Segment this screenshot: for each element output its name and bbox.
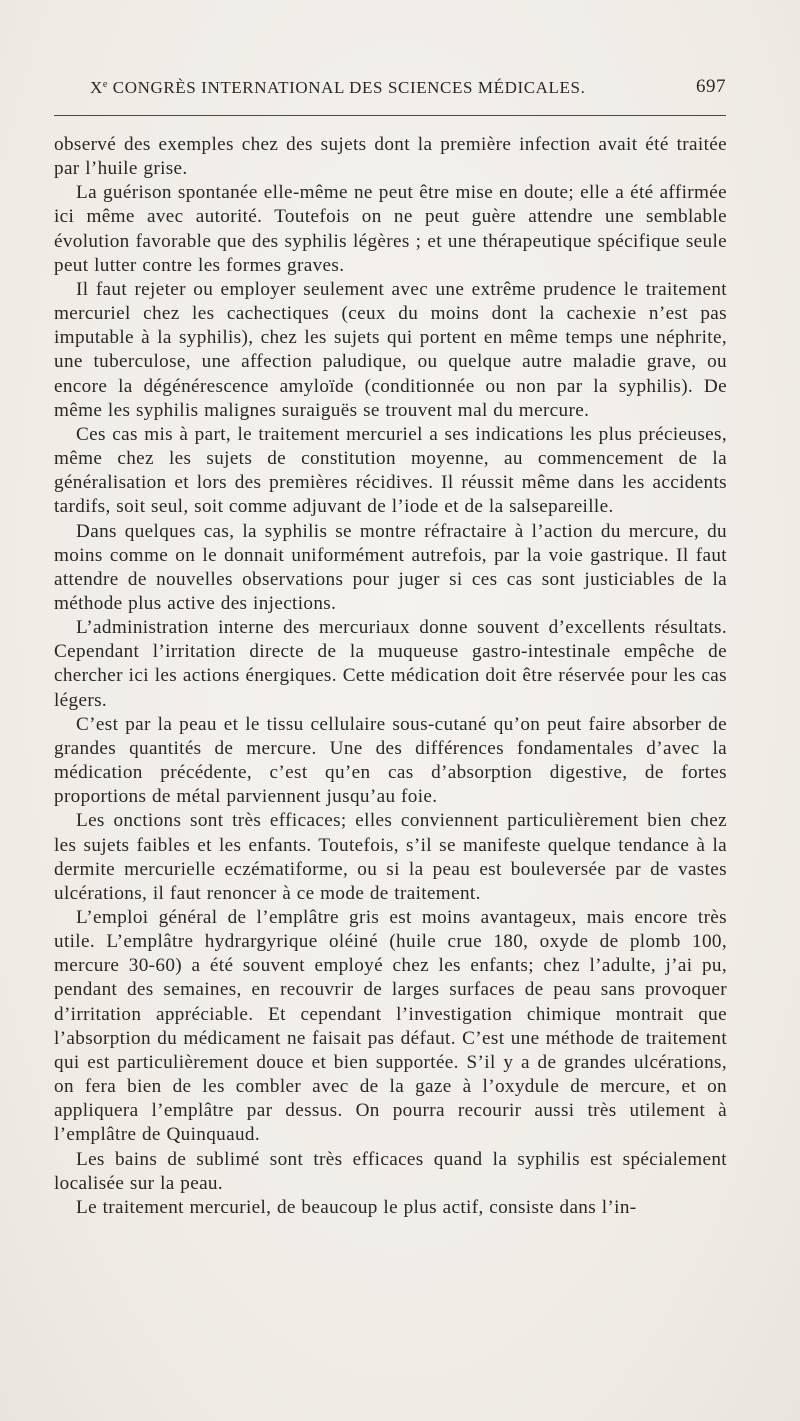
ordinal-superscript: e xyxy=(102,79,108,90)
header-rule xyxy=(54,115,726,116)
running-head xyxy=(54,78,726,104)
paragraph-continued: observé des exemples chez des sujets dont la première infection avait été traitée par l’huile grise. xyxy=(54,134,727,180)
congress-roman-numeral: X xyxy=(90,78,103,97)
paragraph: Les bains de sublimé sont très efficaces quand la syphilis est spécialement localisée sur la peau. xyxy=(54,1148,727,1194)
paragraph: Dans quelques cas, la syphilis se montre réfractaire à l’action du mercure, du moins comme on le donnait uniformément autrefois, par la voie gastrique. Il faut attendre de nouvelles observations pour juger si ces cas sont justiciables de la méthode plus active des injections. xyxy=(54,520,727,614)
paragraph: Il faut rejeter ou employer seulement avec une extrême prudence le traitement mercuriel chez les cachectiques (ceux du moins dont la cachexie n’est pas imputable à la syphilis), chez les sujets qui portent en même temps une néphrite, une tuberculose, une affection paludique, ou quelque autre maladie grave, ou encore la dégénérescence amyloïde (conditionnée ou non par la syphilis). De même les syphilis malignes suraiguës se trouvent mal du mercure. xyxy=(54,278,727,421)
running-head-text: CONGRÈS INTERNATIONAL DES SCIENCES MÉDICALES. xyxy=(107,78,586,97)
paragraph: C’est par la peau et le tissu cellulaire sous-cutané qu’on peut faire absorber de grandes quantités de mercure. Une des différences fondamentales d’avec la médication précédente, c’est qu’en cas d’absorption digestive, de fortes proportions de métal parviennent jusqu’au foie. xyxy=(54,713,727,808)
body-text xyxy=(54,133,727,1220)
paragraph: L’administration interne des mercuriaux donne souvent d’excellents résultats. Cependant l’irritation directe de la muqueuse gastro-intestinale empêche de chercher ici les actions énergiques. Cette médication doit être réservée pour les cas légers. xyxy=(54,617,727,711)
paragraph: L’emploi général de l’emplâtre gris est moins avantageux, mais encore très utile. L’emplâtre hydrargyrique oléiné (huile crue 180, oxyde de plomb 100, mercure 30-60) a été souvent employé chez les enfants; chez l’adulte, j’ai pu, pendant des semaines, en recouvrir de larges surfaces de peau sans provoquer d’irritation appréciable. Et cependant l’investigation chimique montrait que l’absorption du médicament ne faisait pas défaut. C’est une méthode de traitement qui est particulièrement douce et bien supportée. S’il y a de grandes ulcérations, on fera bien de les combler avec de la gaze à l’oxydule de mercure, et on appliquera l’emplâtre par dessus. On pourra recourir aussi très utilement à l’emplâtre de Quinquaud. xyxy=(54,907,727,1146)
page-number: 697 xyxy=(696,76,726,97)
paragraph: Les onctions sont très efficaces; elles conviennent particulièrement bien chez les sujets faibles et les enfants. Toutefois, s’il se manifeste quelque tendance à la dermite mercurielle eczématiforme, ou si la peau est bouleversée par de vastes ulcérations, il faut renoncer à ce mode de traitement. xyxy=(54,810,727,904)
running-head-title xyxy=(90,78,585,98)
paragraph: Ces cas mis à part, le traitement mercuriel a ses indications les plus précieuses, même chez les sujets de constitution moyenne, au commencement de la généralisation et lors des premières récidives. Il réussit même dans les accidents tardifs, soit seul, soit comme adjuvant de l’iode et de la salsepareille. xyxy=(54,423,727,518)
paragraph: La guérison spontanée elle-même ne peut être mise en doute; elle a été affirmée ici même avec autorité. Toutefois on ne peut guère attendre une semblable évolution favorable que des syphilis légères ; et une thérapeutique spécifique seule peut lutter contre les formes graves. xyxy=(54,182,727,276)
paragraph: Le traitement mercuriel, de beaucoup le plus actif, consiste dans l’in- xyxy=(76,1196,637,1218)
